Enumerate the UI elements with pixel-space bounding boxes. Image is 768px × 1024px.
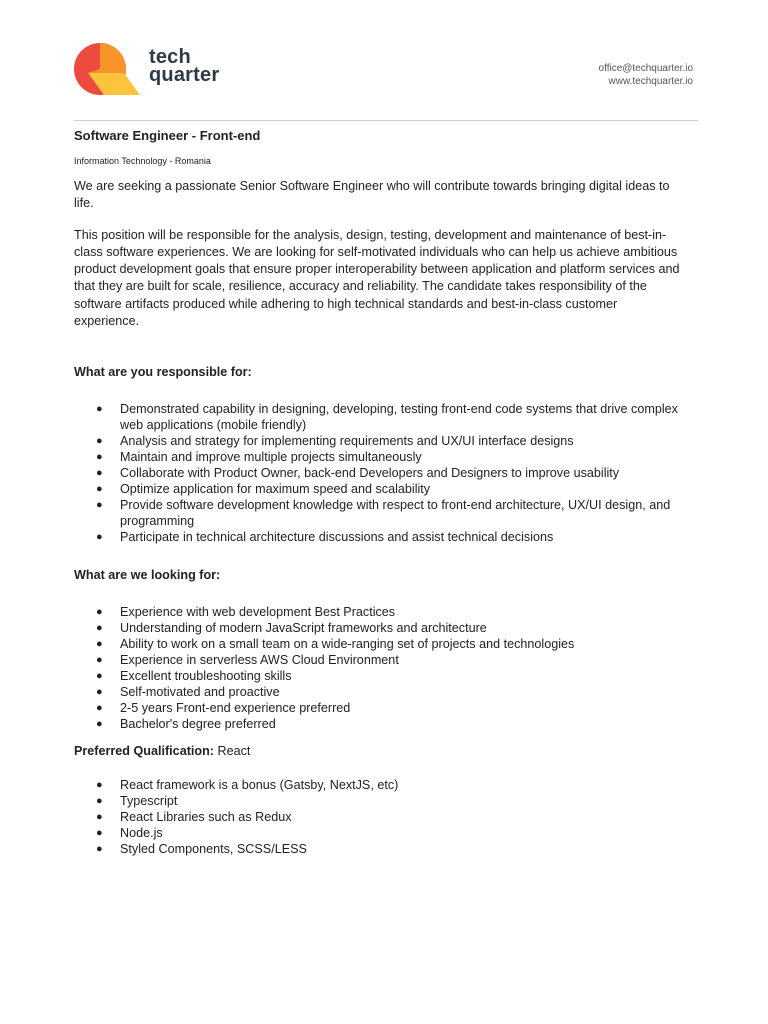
- preferred-list: [74, 777, 684, 857]
- brand-line-2: quarter: [149, 64, 220, 86]
- logo-quarter-orange: [100, 43, 126, 69]
- bullet-icon: ●: [96, 606, 103, 619]
- list-item-text: React Libraries such as Redux: [120, 810, 292, 825]
- list-item: [74, 809, 684, 825]
- bullet-icon: ●: [96, 795, 103, 808]
- job-description: This position will be responsible for the analysis, design, testing, development and maintenance of best-in-class software experiences. We are looking for self-motivated individuals who can help us achieve ambitious product development goals that ensure proper interoperability between application and platform services and that they are built for scale, resilience, accuracy and reliability. The candidate takes responsibility of the software artifacts produced while adhering to high technical standards and best-in-class customer experience.: [74, 227, 680, 329]
- bullet-icon: ●: [96, 403, 103, 416]
- job-content: [74, 128, 684, 857]
- list-item: [74, 497, 684, 529]
- requirements-list: [74, 604, 684, 732]
- preferred-heading: [74, 743, 684, 760]
- list-item: [74, 620, 684, 636]
- bullet-icon: ●: [96, 622, 103, 635]
- list-item: [74, 401, 684, 433]
- list-item: [74, 529, 684, 545]
- list-item: [74, 684, 684, 700]
- bullet-icon: ●: [96, 779, 103, 792]
- responsibilities-heading: What are you responsible for:: [74, 365, 252, 380]
- brand-line-1: tech: [149, 46, 191, 68]
- list-item: [74, 777, 684, 793]
- list-item-text: Bachelor's degree preferred: [120, 717, 276, 732]
- list-item-text: Maintain and improve multiple projects simultaneously: [120, 450, 422, 465]
- job-title: Software Engineer - Front-end: [74, 128, 261, 143]
- company-logo: [74, 43, 244, 99]
- list-item-text: Node.js: [120, 826, 163, 841]
- bullet-icon: ●: [96, 638, 103, 651]
- preferred-heading-label: Preferred Qualification:: [74, 744, 214, 759]
- job-intro: We are seeking a passionate Senior Software Engineer who will contribute towards bringing digital ideas to life.: [74, 179, 670, 211]
- list-item-text: Ability to work on a small team on a wide-ranging set of projects and technologies: [120, 637, 575, 652]
- list-item: [74, 825, 684, 841]
- list-item: [74, 449, 684, 465]
- list-item-text: Participate in technical architecture discussions and assist technical decisions: [120, 530, 554, 545]
- bullet-icon: ●: [96, 843, 103, 856]
- list-item: [74, 604, 684, 620]
- contact-email: office@techquarter.io: [598, 63, 693, 74]
- list-item-text: Demonstrated capability in designing, developing, testing front-end code systems that drive complex web applications (mobile friendly): [120, 402, 678, 433]
- list-item: [74, 481, 684, 497]
- list-item: [74, 841, 684, 857]
- list-item: [74, 716, 684, 732]
- bullet-icon: ●: [96, 483, 103, 496]
- bullet-icon: ●: [96, 718, 103, 731]
- bullet-icon: ●: [96, 467, 103, 480]
- responsibilities-list: [74, 401, 684, 545]
- header-divider: [74, 120, 698, 121]
- bullet-icon: ●: [96, 654, 103, 667]
- logo-mark-icon: [74, 43, 142, 99]
- list-item: [74, 793, 684, 809]
- list-item-text: Typescript: [120, 794, 178, 809]
- brand-name: [149, 48, 219, 84]
- bullet-icon: ●: [96, 811, 103, 824]
- bullet-icon: ●: [96, 531, 103, 544]
- list-item-text: Analysis and strategy for implementing requirements and UX/UI interface designs: [120, 434, 574, 449]
- bullet-icon: ●: [96, 686, 103, 699]
- list-item: [74, 668, 684, 684]
- list-item-text: Provide software development knowledge with respect to front-end architecture, UX/UI design, and programming: [120, 498, 671, 529]
- list-item-text: Collaborate with Product Owner, back-end Developers and Designers to improve usability: [120, 466, 620, 481]
- list-item-text: React framework is a bonus (Gatsby, NextJS, etc): [120, 778, 399, 793]
- list-item: [74, 433, 684, 449]
- job-meta: Information Technology - Romania: [74, 156, 211, 166]
- list-item-text: 2-5 years Front-end experience preferred: [120, 701, 351, 716]
- bullet-icon: ●: [96, 499, 103, 512]
- preferred-heading-value: React: [217, 744, 251, 759]
- contact-website: www.techquarter.io: [608, 76, 693, 87]
- bullet-icon: ●: [96, 435, 103, 448]
- list-item: [74, 636, 684, 652]
- list-item: [74, 700, 684, 716]
- list-item-text: Experience with web development Best Practices: [120, 605, 396, 620]
- contact-info: [599, 62, 693, 88]
- bullet-icon: ●: [96, 670, 103, 683]
- bullet-icon: ●: [96, 827, 103, 840]
- list-item: [74, 652, 684, 668]
- list-item-text: Excellent troubleshooting skills: [120, 669, 292, 684]
- list-item-text: Understanding of modern JavaScript frameworks and architecture: [120, 621, 487, 636]
- bullet-icon: ●: [96, 451, 103, 464]
- requirements-heading: What are we looking for:: [74, 568, 221, 583]
- list-item: [74, 465, 684, 481]
- list-item-text: Self-motivated and proactive: [120, 685, 280, 700]
- list-item-text: Experience in serverless AWS Cloud Environment: [120, 653, 399, 668]
- list-item-text: Styled Components, SCSS/LESS: [120, 842, 307, 857]
- bullet-icon: ●: [96, 702, 103, 715]
- list-item-text: Optimize application for maximum speed and scalability: [120, 482, 431, 497]
